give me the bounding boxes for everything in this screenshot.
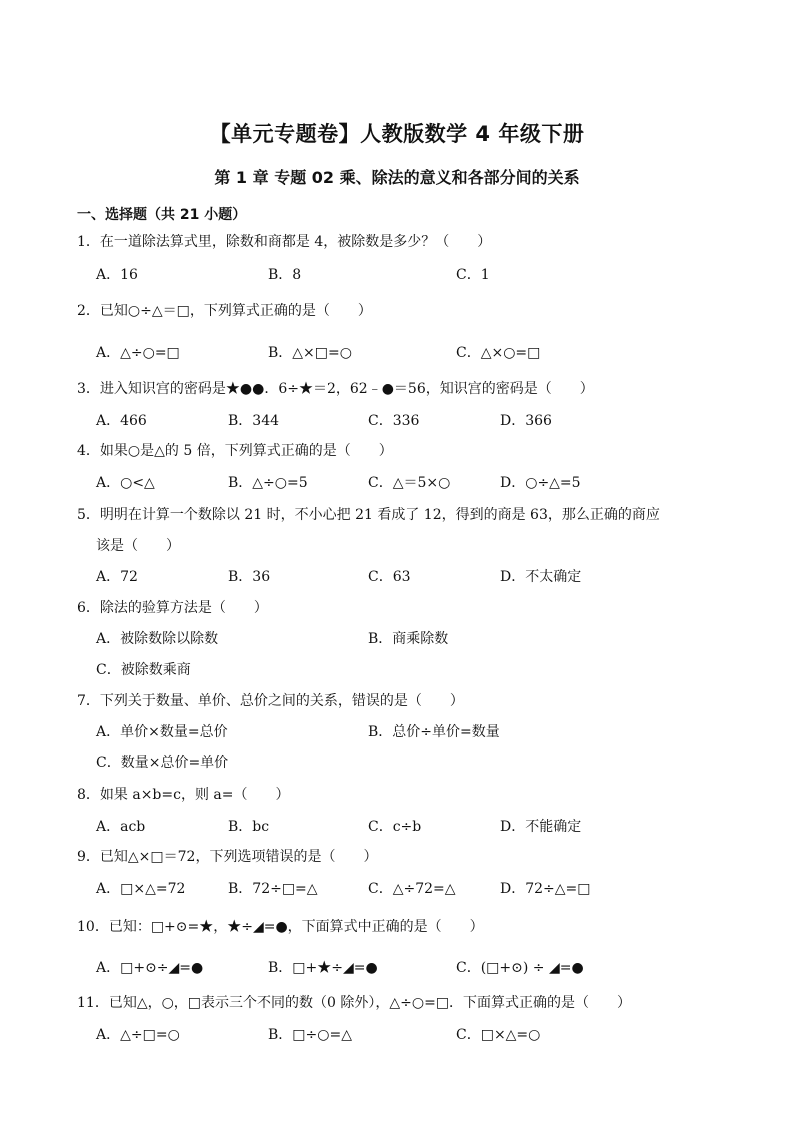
option[interactable]: D．72÷△=□	[500, 881, 591, 897]
question-stem: 9．已知△×□＝72，下列选项错误的是（ ）	[77, 849, 378, 865]
question-stem-continued: 该是（ ）	[96, 538, 180, 554]
option[interactable]: C．336	[368, 413, 420, 429]
option[interactable]: B．72÷□=△	[228, 881, 318, 897]
option[interactable]: B．商乘除数	[368, 631, 449, 647]
option[interactable]: C．数量×总价=单价	[96, 755, 229, 771]
option[interactable]: C．△÷72=△	[368, 881, 456, 897]
question-stem: 11．已知△，○，□表示三个不同的数（0 除外），△÷○=□．下面算式正确的是（ ）	[77, 995, 632, 1011]
option[interactable]: C．63	[368, 569, 411, 585]
option[interactable]: B．36	[228, 569, 271, 585]
option[interactable]: C．被除数乘商	[96, 662, 191, 678]
document-subtitle: 第 1 章 专题 02 乘、除法的意义和各部分间的关系	[214, 168, 580, 187]
option[interactable]: A．○<△	[96, 475, 155, 491]
option[interactable]: A．单价×数量=总价	[96, 724, 228, 740]
option[interactable]: B．□+★÷◢=●	[268, 960, 378, 976]
option[interactable]: B．△÷○=5	[228, 475, 308, 491]
option[interactable]: D．不能确定	[500, 819, 582, 835]
question-stem: 2．已知○÷△＝□，下列算式正确的是（ ）	[77, 303, 372, 319]
option[interactable]: B．□÷○=△	[268, 1027, 352, 1043]
option[interactable]: A．16	[96, 267, 138, 283]
option[interactable]: C．□×△=○	[456, 1027, 541, 1043]
option[interactable]: A．□×△=72	[96, 881, 186, 897]
option[interactable]: A．△÷□=○	[96, 1027, 180, 1043]
question-stem: 7．下列关于数量、单价、总价之间的关系，错误的是（ ）	[77, 693, 464, 709]
question-stem: 5．明明在计算一个数除以 21 时，不小心把 21 看成了 12，得到的商是 63，那么正确的商应	[77, 507, 660, 523]
option[interactable]: A．466	[96, 413, 147, 429]
option[interactable]: C．△×○=□	[456, 345, 541, 361]
question-stem: 1．在一道除法算式里，除数和商都是 4，被除数是多少？（ ）	[77, 234, 492, 250]
option[interactable]: C．1	[456, 267, 490, 283]
option[interactable]: D．○÷△=5	[500, 475, 581, 491]
option[interactable]: B．344	[228, 413, 280, 429]
option[interactable]: C．c÷b	[368, 819, 422, 835]
option[interactable]: B．bc	[228, 819, 270, 835]
option[interactable]: A．□+⊙÷◢=●	[96, 960, 204, 976]
section-heading: 一、选择题（共 21 小题）	[77, 207, 247, 223]
option[interactable]: D．366	[500, 413, 552, 429]
question-stem: 4．如果○是△的 5 倍，下列算式正确的是（ ）	[77, 443, 393, 459]
option[interactable]: D．不太确定	[500, 569, 582, 585]
option[interactable]: C．(□+⊙) ÷ ◢=●	[456, 960, 584, 976]
option[interactable]: A．acb	[96, 819, 146, 835]
option[interactable]: A．被除数除以除数	[96, 631, 219, 647]
option[interactable]: C．△＝5×○	[368, 475, 451, 491]
question-stem: 8．如果 a×b=c，则 a=（ ）	[77, 787, 290, 803]
option[interactable]: A．△÷○=□	[96, 345, 180, 361]
question-stem: 3．进入知识宫的密码是★●●．6÷★＝2，62﹣●＝56，知识宫的密码是（ ）	[77, 381, 594, 397]
option[interactable]: B．总价÷单价=数量	[368, 724, 500, 740]
question-stem: 10．已知：□+⊙=★，★÷◢=●，下面算式中正确的是（ ）	[77, 919, 484, 935]
document-title: 【单元专题卷】人教版数学 4 年级下册	[209, 122, 585, 146]
option[interactable]: A．72	[96, 569, 138, 585]
option[interactable]: B．△×□=○	[268, 345, 352, 361]
question-stem: 6．除法的验算方法是（ ）	[77, 600, 268, 616]
option[interactable]: B．8	[268, 267, 302, 283]
